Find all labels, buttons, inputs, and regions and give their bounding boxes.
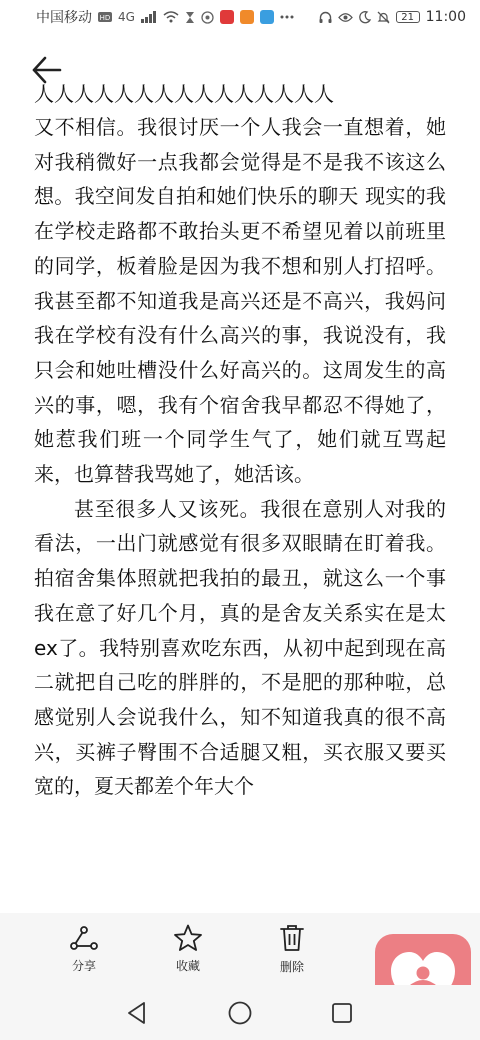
share-icon (70, 925, 98, 951)
delete-label: 删除 (279, 959, 304, 974)
app-notification-orange-icon (240, 10, 254, 24)
favorite-button[interactable] (136, 913, 240, 985)
trash-icon (279, 924, 305, 952)
navigation-bar (0, 985, 480, 1040)
eye-icon (338, 12, 353, 23)
circle-home-icon (226, 999, 254, 1027)
app-notification-blue-icon (260, 10, 274, 24)
article-paragraph: 又不相信。我很讨厌一个人我会一直想着，她对我稍微好一点我都会觉得是不是我不该这么想。我空间发自拍和她们快乐的聊天 现实的我在学校走路都不敢抬头更不希望见着以前班里的同学，板着脸是因为我不想和别人打招呼。我甚至都不知道我是高兴还是不高兴，我妈问我在学校有没有什么高兴的事，我说没有，我只会和她吐槽没什么好高兴的。这周发生的高兴的事，嗯，我有个宿舍我早都忍不得她了，她惹我们班一个同学生气了，她们就互骂起来，也算替我骂她了，她活该。 (34, 115, 446, 487)
moon-icon (359, 11, 371, 23)
settings-circle-icon (201, 11, 214, 24)
nav-back-button[interactable] (124, 999, 152, 1027)
status-left (36, 7, 294, 27)
nav-home-button[interactable] (226, 999, 254, 1027)
battery-level: 21 (401, 11, 414, 23)
battery-icon (396, 11, 420, 23)
favorite-label: 收藏 (175, 959, 200, 973)
hourglass-icon (185, 11, 195, 24)
star-icon (174, 924, 202, 951)
article-paragraph: 甚至很多人又该死。我很在意别人对我的看法，一出门就感觉有很多双眼睛在盯着我。拍宿舍集体照就把我拍的最丑，就这么一个事我在意了好几个月，真的是舍友关系实在是太ex了。我特别喜欢吃东西，从初中起到现在高二就把自己吃的胖胖的，不是肥的那种啦，总感觉别人会说我什么，知不知道我真的很不高兴，买裤子臀围不合适腿又粗，买衣服又要买宽的，夏天都差个年大个 (34, 496, 446, 799)
nav-recents-button[interactable] (328, 999, 356, 1027)
app-notification-red-icon (220, 10, 234, 24)
clock-label: 11:00 (425, 9, 466, 25)
status-bar (0, 0, 480, 34)
hd-icon (98, 12, 112, 22)
delete-button[interactable] (240, 913, 344, 985)
more-notifications-icon (280, 15, 294, 19)
headset-icon (319, 11, 332, 24)
cut-off-text-line: 人人人人人人人人人人人人人人人 (34, 82, 334, 106)
svg-text:HD: HD (99, 14, 111, 22)
share-label: 分享 (71, 958, 96, 973)
article-content[interactable] (0, 82, 480, 913)
carrier-label: 中国移动 (36, 10, 92, 26)
triangle-back-icon (124, 999, 152, 1027)
article-paragraphs (34, 110, 446, 804)
network-type-label: 4G (118, 10, 135, 24)
mute-bell-icon (377, 11, 390, 24)
status-right (319, 9, 466, 25)
square-recents-icon (328, 999, 356, 1027)
signal-icon (141, 11, 157, 23)
share-button[interactable] (32, 913, 136, 985)
wifi-icon (163, 11, 179, 23)
